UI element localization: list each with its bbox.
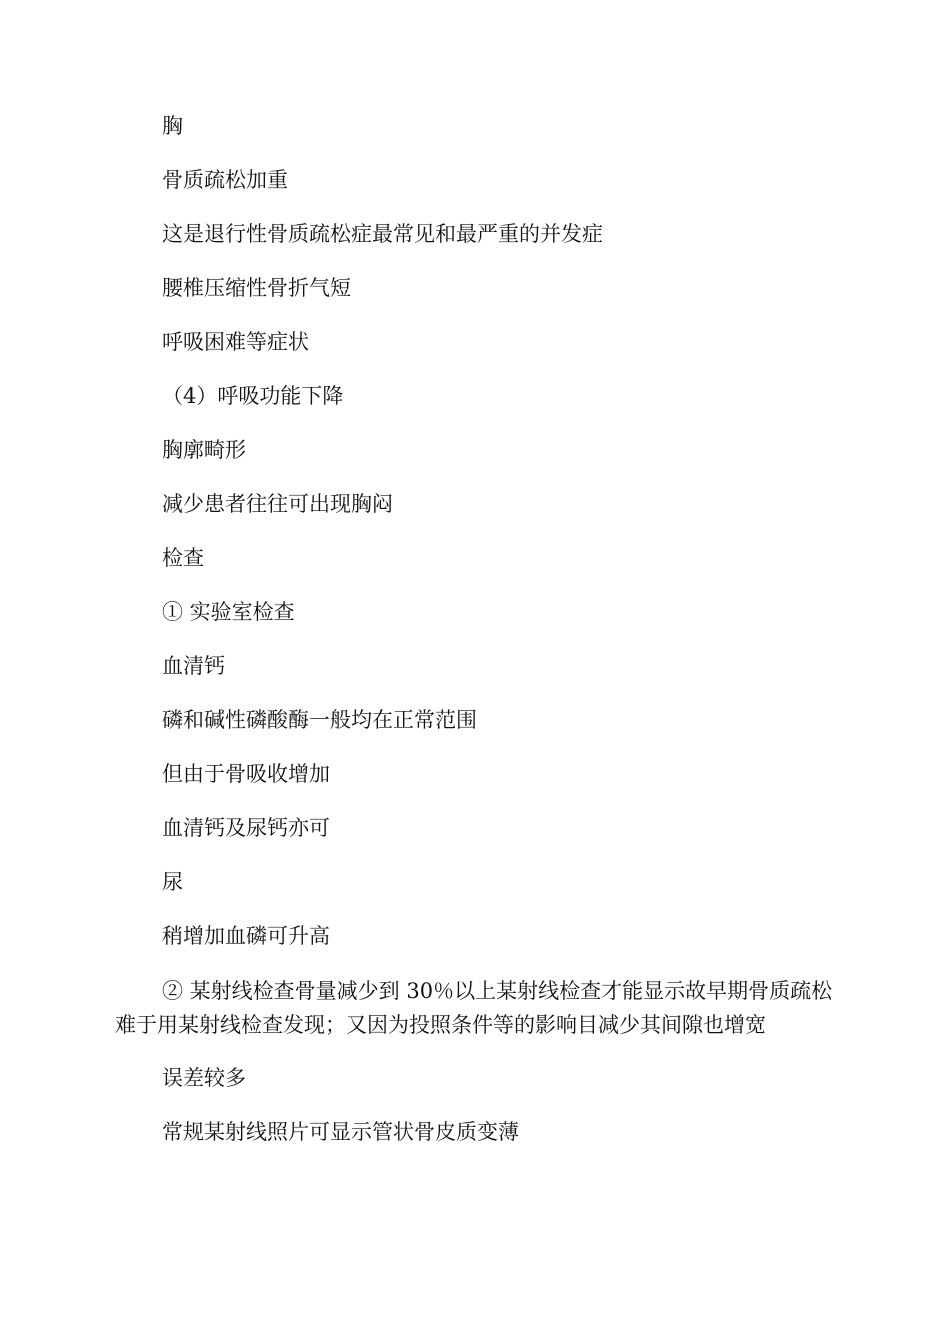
- subsection-paragraph: ② 某射线检查骨量减少到 30％以上某射线检查才能显示故早期骨质疏松难于用某射线检查发现；又因为投照条件等的影响目减少其间隙也增宽: [115, 979, 833, 1037]
- paragraph: 但由于骨吸收增加: [162, 762, 330, 786]
- paragraph: （4）呼吸功能下降: [162, 384, 344, 408]
- paragraph: 常规某射线照片可显示管状骨皮质变薄: [162, 1120, 519, 1144]
- paragraph: 呼吸困难等症状: [162, 330, 309, 354]
- paragraph: 这是退行性骨质疏松症最常见和最严重的并发症: [162, 222, 603, 246]
- paragraph: 稍增加血磷可升高: [162, 924, 330, 948]
- paragraph: 骨质疏松加重: [162, 168, 288, 192]
- paragraph: 血清钙: [162, 654, 225, 678]
- paragraph: 血清钙及尿钙亦可: [162, 816, 330, 840]
- paragraph: 腰椎压缩性骨折气短: [162, 276, 351, 300]
- paragraph: 减少患者往往可出现胸闷: [162, 492, 393, 516]
- section-heading: 检查: [162, 546, 204, 570]
- paragraph: 胸廓畸形: [162, 438, 246, 462]
- subsection-heading: ① 实验室检查: [162, 600, 295, 624]
- paragraph: 尿: [162, 870, 183, 894]
- document-body: [115, 110, 835, 1170]
- paragraph: 误差较多: [162, 1066, 246, 1090]
- paragraph: 磷和碱性磷酸酶一般均在正常范围: [162, 708, 477, 732]
- paragraph: 胸: [162, 114, 183, 138]
